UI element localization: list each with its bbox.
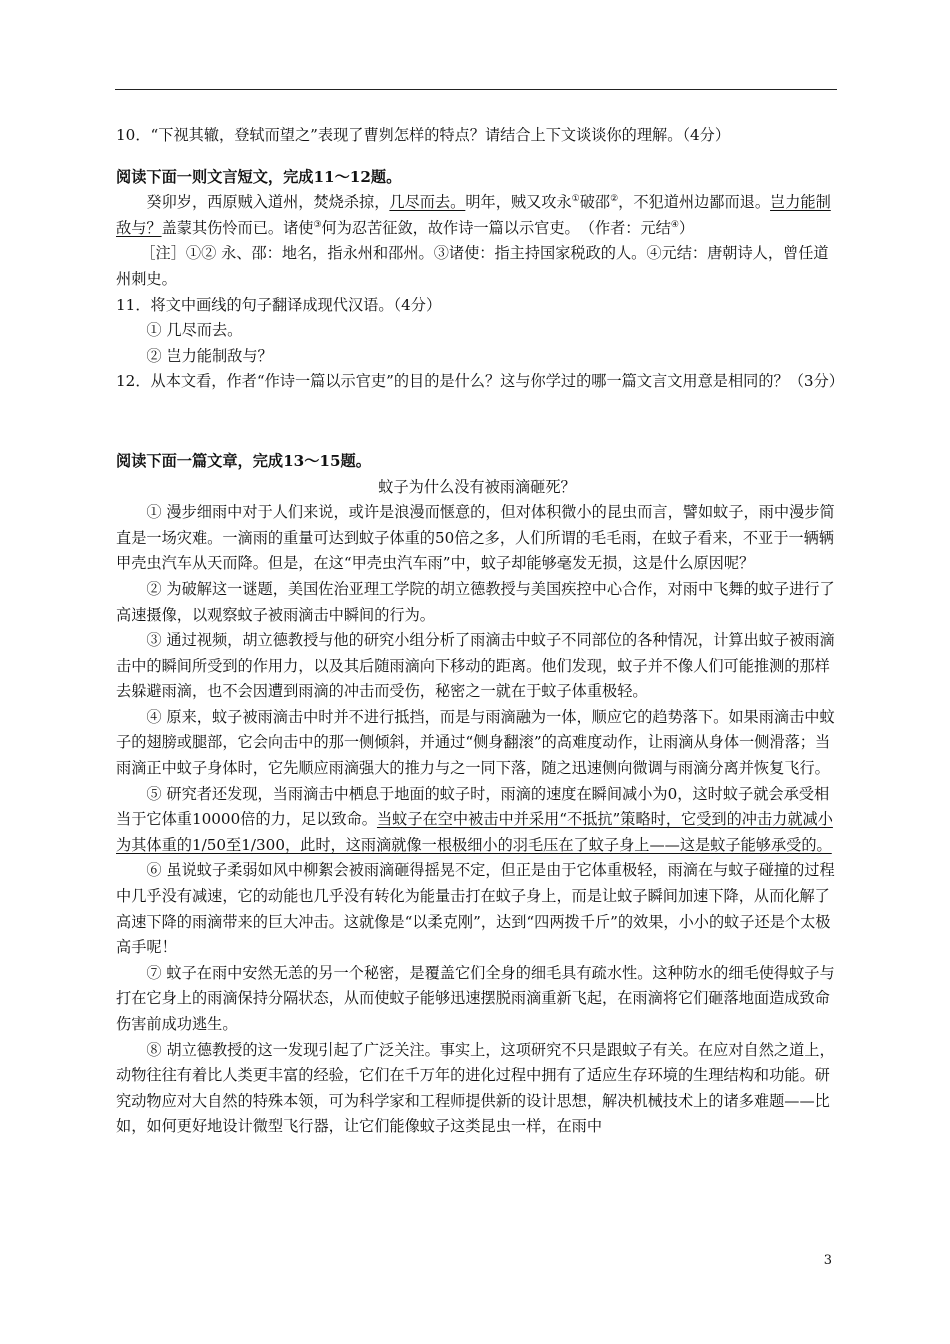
note-marker-4: ④ <box>670 219 679 230</box>
classical-notes: ［注］①② 永、邵：地名，指永州和邵州。③诸使：指主持国家税政的人。④元结：唐朝诗人，曾任道州刺史。 <box>116 244 829 288</box>
article-title: 蚊子为什么没有被雨滴砸死？ <box>378 477 576 496</box>
article-paragraph-6: ⑥ 虽说蚊子柔弱如风中柳絮会被雨滴砸得摇晃不定，但正是由于它体重极轻，雨滴在与蚊子碰撞的过程中几乎没有减速，它的动能也几乎没有转化为能量击打在蚊子身上，而是让蚊子瞬间加速下降，从而化解了高速下降的雨滴带来的巨大冲击。这就像是“以柔克刚”，达到“四两拨千斤”的效果，小小的蚊子还是个太极高手呢！ <box>116 861 835 957</box>
underlined-sentence-2: 岂力能制敌与？ <box>116 193 831 237</box>
article-paragraph-4: ④ 原来，蚊子被雨滴击中时并不进行抵挡，而是与雨滴融为一体，顺应它的趋势落下。如果雨滴击中蚊子的翅膀或腿部，它会向击中的那一侧倾斜，并通过“侧身翻滚”的高难度动作，让雨滴从身体一侧滑落；当雨滴正中蚊子身体时，它先顺应雨滴强大的推力与之一同下落，随之迅速侧向微调与雨滴分离并恢复飞行。 <box>116 707 835 778</box>
classical-passage: 癸卯岁，西原贼入道州，焚烧杀掠，几尽而去。明年，贼又攻永①破邵②，不犯道州边鄙而退。岂力能制敌与？盖蒙其伤怜而已。诸使③何为忍苦征敛，故作诗一篇以示官吏。 （作者：元结④） <box>116 193 831 237</box>
question-11-item-1: ① 几尽而去。 <box>146 321 243 340</box>
question-10: 10．“下视其辙，登轼而望之”表现了曹刿怎样的特点？请结合上下文谈谈你的理解。（4分） <box>116 126 731 144</box>
article-paragraph-8: ⑧ 胡立德教授的这一发现引起了广泛关注。事实上，这项研究不只是跟蚊子有关。在应对自然之道上，动物往往有着比人类更丰富的经验，它们在千万年的进化过程中拥有了适应生存环境的生理结构和功能。研究动物应对大自然的特殊本领，可为科学家和工程师提供新的设计思想，解决机械技术上的诸多难题——比如，如何更好地设计微型飞行器，让它们能像蚊子这类昆虫一样，在雨中 <box>116 1040 835 1136</box>
note-marker-3: ③ <box>313 219 322 230</box>
article-paragraph-1: ① 漫步细雨中对于人们来说，或许是浪漫而惬意的，但对体积微小的昆虫而言，譬如蚊子，雨中漫步简直是一场灾难。一滴雨的重量可达到蚊子体重的50倍之多，人们所谓的毛毛雨，在蚊子看来，不亚于一辆辆甲壳虫汽车从天而降。但是，在这“甲壳虫汽车雨”中，蚊子却能够毫发无损，这是什么原因呢？ <box>116 503 835 573</box>
question-11: 11．将文中画线的句子翻译成现代汉语。（4分） <box>116 295 442 314</box>
article-paragraph-5: ⑤ 研究者还发现，当雨滴击中栖息于地面的蚊子时，雨滴的速度在瞬间减小为0，这时蚊子就会承受相当于它体重10000倍的力，足以致命。当蚊子在空中被击中并采用“不抵抗”策略时，它受到的冲击力就减小为其体重的1/50至1/300，此时，这雨滴就像一根极细小的羽毛压在了蚊子身上——这是蚊子能够承受的。 <box>116 784 833 854</box>
note-marker-1: ① <box>571 194 580 205</box>
underlined-sentence-1: 几尽而去。 <box>389 193 466 212</box>
header-rule <box>115 89 837 90</box>
article-paragraph-7: ⑦ 蚊子在雨中安然无恙的另一个秘密，是覆盖它们全身的细毛具有疏水性。这种防水的细毛使得蚊子与打在它身上的雨滴保持分隔状态，从而使蚊子能够迅速摆脱雨滴重新飞起，在雨滴将它们砸落地面造成致命伤害前成功逃生。 <box>116 963 835 1033</box>
question-11-item-2: ② 岂力能制敌与？ <box>146 346 273 365</box>
section-heading-article: 阅读下面一篇文章，完成13～15题。 <box>116 451 371 470</box>
section-heading-classical: 阅读下面一则文言短文，完成11～12题。 <box>116 167 402 186</box>
underlined-sentence-article: 当蚊子在空中被击中并采用“不抵抗”策略时，它受到的冲击力就减小为其体重的1/50至1/300，此时，这雨滴就像一根极细小的羽毛压在了蚊子身上——这是蚊子能够承受的。 <box>116 810 833 854</box>
note-marker-2: ② <box>610 194 619 205</box>
article-paragraph-3: ③ 通过视频，胡立德教授与他的研究小组分析了雨滴击中蚊子不同部位的各种情况，计算出蚊子被雨滴击中的瞬间所受到的作用力，以及其后随雨滴向下移动的距离。他们发现，蚊子并不像人们可能推测的那样去躲避雨滴，也不会因遭到雨滴的冲击而受伤，秘密之一就在于蚊子体重极轻。 <box>116 631 835 701</box>
document-body <box>116 123 844 1140</box>
article-paragraph-2: ② 为破解这一谜题，美国佐治亚理工学院的胡立德教授与美国疾控中心合作，对雨中飞舞的蚊子进行了高速摄像，以观察蚊子被雨滴击中瞬间的行为。 <box>116 579 835 624</box>
question-12: 12．从本文看，作者“作诗一篇以示官吏”的目的是什么？这与你学过的哪一篇文言文用意是相同的？（3分） <box>116 372 844 391</box>
page-number: 3 <box>823 1253 832 1268</box>
